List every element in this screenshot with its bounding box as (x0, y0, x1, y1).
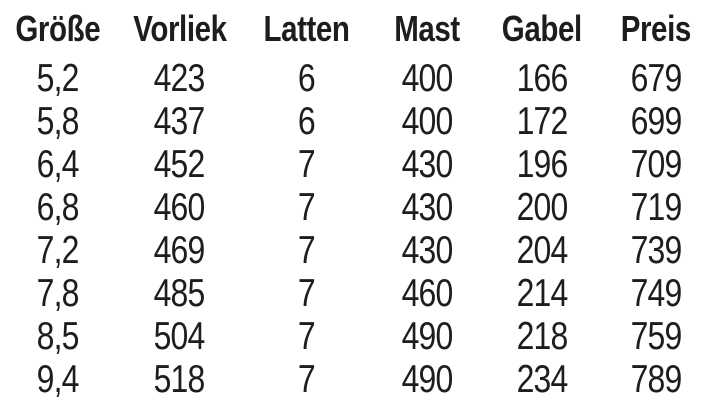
cell-latten (243, 316, 369, 359)
cell-value: 679 (630, 56, 682, 100)
cell-value: 400 (401, 56, 453, 100)
cell-value: 699 (630, 99, 682, 143)
cell-mast (369, 100, 485, 143)
cell-value: 437 (154, 99, 205, 143)
cell-value: 430 (401, 142, 453, 186)
column-header-label: Latten (262, 7, 350, 49)
cell-value: 759 (630, 315, 682, 359)
cell-value: 460 (401, 272, 453, 316)
cell-vorliek (116, 359, 243, 402)
cell-groesse (0, 272, 116, 315)
cell-vorliek (116, 57, 243, 100)
column-header-label: Vorliek (132, 7, 227, 49)
cell-value: 6,4 (37, 142, 79, 186)
cell-value: 7 (297, 185, 315, 229)
cell-latten (243, 57, 369, 100)
cell-value: 490 (401, 358, 453, 402)
cell-mast (369, 359, 485, 402)
cell-latten (243, 186, 369, 229)
cell-groesse (0, 316, 116, 359)
cell-value: 518 (154, 358, 205, 402)
cell-value: 7,8 (37, 272, 79, 316)
cell-value: 7 (297, 358, 315, 402)
cell-preis (600, 359, 712, 402)
cell-value: 400 (401, 99, 453, 143)
cell-value: 7,2 (37, 228, 79, 272)
cell-latten (243, 100, 369, 143)
cell-value: 789 (630, 358, 682, 402)
cell-mast (369, 316, 485, 359)
cell-gabel (485, 272, 600, 315)
cell-value: 739 (630, 228, 682, 272)
cell-value: 204 (516, 228, 568, 272)
column-header-latten (243, 0, 369, 57)
column-header-preis (600, 0, 712, 57)
cell-mast (369, 272, 485, 315)
cell-value: 218 (516, 315, 568, 359)
cell-value: 7 (297, 315, 315, 359)
cell-gabel (485, 57, 600, 100)
column-header-gabel (485, 0, 600, 57)
column-header-label: Preis (620, 7, 691, 49)
cell-value: 452 (154, 142, 205, 186)
cell-value: 6 (297, 56, 315, 100)
column-header-groesse (0, 0, 116, 57)
cell-value: 709 (630, 142, 682, 186)
cell-value: 490 (401, 315, 453, 359)
cell-value: 430 (401, 185, 453, 229)
column-header-mast (369, 0, 485, 57)
cell-value: 234 (516, 358, 568, 402)
cell-value: 7 (297, 228, 315, 272)
cell-preis (600, 316, 712, 359)
cell-gabel (485, 316, 600, 359)
cell-value: 200 (516, 185, 568, 229)
cell-vorliek (116, 100, 243, 143)
cell-value: 172 (516, 99, 568, 143)
column-header-label: Gabel (501, 7, 582, 49)
cell-value: 214 (516, 272, 568, 316)
cell-value: 196 (516, 142, 568, 186)
cell-vorliek (116, 143, 243, 186)
cell-gabel (485, 186, 600, 229)
column-header-label: Größe (15, 7, 101, 49)
cell-vorliek (116, 186, 243, 229)
cell-value: 423 (154, 56, 205, 100)
cell-mast (369, 186, 485, 229)
cell-value: 719 (630, 185, 682, 229)
cell-value: 6 (297, 99, 315, 143)
cell-value: 749 (630, 272, 682, 316)
cell-gabel (485, 359, 600, 402)
cell-groesse (0, 359, 116, 402)
cell-value: 5,8 (37, 99, 79, 143)
cell-value: 166 (516, 56, 568, 100)
cell-groesse (0, 100, 116, 143)
cell-gabel (485, 229, 600, 272)
cell-latten (243, 229, 369, 272)
cell-preis (600, 143, 712, 186)
cell-mast (369, 229, 485, 272)
cell-latten (243, 272, 369, 315)
cell-mast (369, 143, 485, 186)
cell-preis (600, 186, 712, 229)
cell-mast (369, 57, 485, 100)
cell-value: 9,4 (37, 358, 79, 402)
cell-groesse (0, 57, 116, 100)
cell-groesse (0, 143, 116, 186)
cell-preis (600, 100, 712, 143)
cell-vorliek (116, 272, 243, 315)
column-header-vorliek (116, 0, 243, 57)
cell-value: 460 (154, 185, 205, 229)
cell-value: 485 (154, 272, 205, 316)
cell-latten (243, 359, 369, 402)
cell-value: 7 (297, 142, 315, 186)
cell-gabel (485, 143, 600, 186)
cell-vorliek (116, 316, 243, 359)
cell-preis (600, 229, 712, 272)
cell-value: 430 (401, 228, 453, 272)
cell-value: 7 (297, 272, 315, 316)
cell-value: 6,8 (37, 185, 79, 229)
cell-value: 5,2 (37, 56, 79, 100)
cell-preis (600, 272, 712, 315)
cell-value: 8,5 (37, 315, 79, 359)
column-header-label: Mast (393, 7, 460, 49)
cell-latten (243, 143, 369, 186)
cell-vorliek (116, 229, 243, 272)
cell-value: 469 (154, 228, 205, 272)
cell-gabel (485, 100, 600, 143)
cell-groesse (0, 229, 116, 272)
cell-groesse (0, 186, 116, 229)
cell-value: 504 (154, 315, 205, 359)
cell-preis (600, 57, 712, 100)
